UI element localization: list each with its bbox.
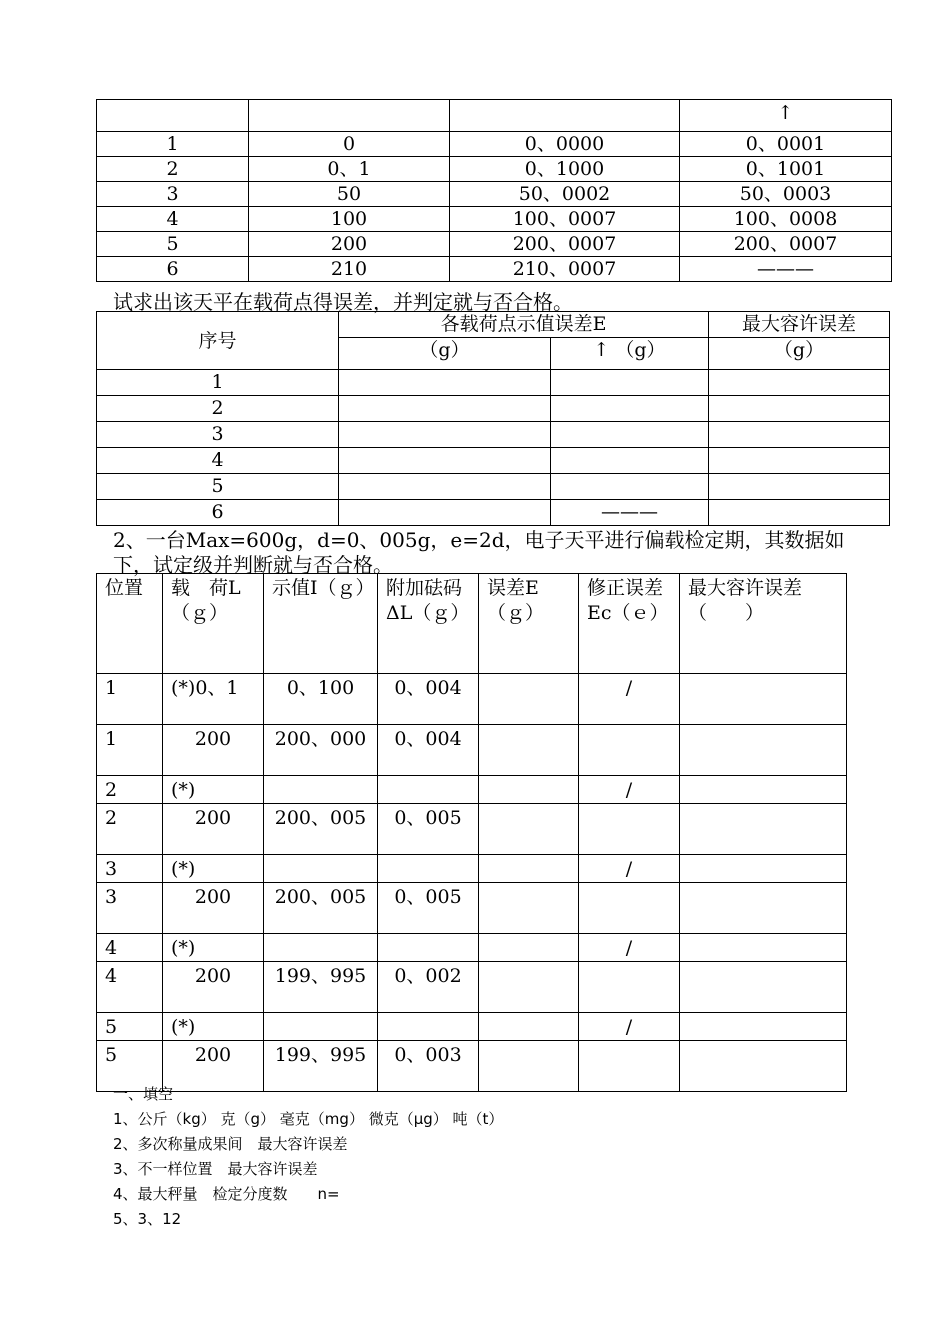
table-cell [680,804,847,855]
table-cell [479,962,579,1013]
table-header-cell: ↑ [680,100,892,132]
table-cell [709,396,890,422]
table-cell [479,934,579,962]
table-cell: 4 [97,962,163,1013]
table-cell: 0、005 [378,883,479,934]
table-cell [579,962,680,1013]
table-cell: 100、0008 [680,207,892,232]
table-row [97,883,847,934]
eccentric-load-table [96,573,847,1092]
table-cell: 200、0007 [450,232,680,257]
table-header-cell: 最大容许误差（ ） [680,574,847,674]
table-cell: 100、0007 [450,207,680,232]
table-cell: 5 [97,232,249,257]
indication-error-header: 各载荷点示值误差E [339,312,709,338]
table-cell [680,883,847,934]
table-cell [680,674,847,725]
table-cell: 200 [163,804,264,855]
table-cell: 50、0002 [450,182,680,207]
table-cell: 0、100 [264,674,378,725]
table-cell: 5 [97,1041,163,1092]
table-cell [479,1041,579,1092]
table-cell: 0、003 [378,1041,479,1092]
table-row [97,232,892,257]
table-cell: 200 [163,725,264,776]
table-row [97,725,847,776]
table-row [97,474,890,500]
table-cell: 0 [249,132,450,157]
table-cell: 200 [163,883,264,934]
table-row [97,422,890,448]
table-row [97,448,890,474]
table-cell [479,674,579,725]
table-cell: (*) [163,1013,264,1041]
table-header-row [97,312,890,338]
table-cell [709,422,890,448]
table-cell: 1 [97,132,249,157]
table-cell [339,500,551,526]
table-cell [579,1041,680,1092]
table-cell [680,776,847,804]
table-cell [551,474,709,500]
table-cell: (*) [163,855,264,883]
table-cell [579,725,680,776]
table-cell: / [579,855,680,883]
table-row [97,132,892,157]
table-row [97,776,847,804]
table-cell: 100 [249,207,450,232]
table-header-cell: 修正误差Ec（ｅ） [579,574,680,674]
table-cell: 2 [97,396,339,422]
table-cell [264,855,378,883]
table-row [97,855,847,883]
table-cell: 2 [97,157,249,182]
table-cell: 200、005 [264,883,378,934]
table-cell: 0、1 [249,157,450,182]
table-cell [680,855,847,883]
unit-cell: （g） [339,338,551,370]
table-header-cell: 附加砝码ΔL（ｇ） [378,574,479,674]
calibration-data-table [96,99,892,282]
table-row [97,500,890,526]
table-cell [680,1041,847,1092]
table-cell [709,370,890,396]
table-cell: 1 [97,370,339,396]
table-cell [709,448,890,474]
table-cell: 200、0007 [680,232,892,257]
unit-cell: ↑ （g） [551,338,709,370]
table-cell [551,396,709,422]
table-cell: 0、0000 [450,132,680,157]
table-cell: 5 [97,1013,163,1041]
table-cell [479,725,579,776]
table-cell [378,776,479,804]
table-cell [339,396,551,422]
table-cell: 199、995 [264,1041,378,1092]
table-cell: 210、0007 [450,257,680,282]
table-cell [479,804,579,855]
table-cell: 0、1001 [680,157,892,182]
table-cell: 0、004 [378,725,479,776]
table-cell [264,1013,378,1041]
table-cell: 0、1000 [450,157,680,182]
answer-line-3: 3、不一样位置 最大容许误差 [113,1160,318,1178]
index-header: 序号 [97,312,339,370]
table-header-cell [249,100,450,132]
table-cell: (*) [163,776,264,804]
table-header-row [97,100,892,132]
table-cell [579,883,680,934]
table-cell: 50、0003 [680,182,892,207]
table-cell: 210 [249,257,450,282]
table-cell: 4 [97,207,249,232]
table-header-cell: 位置 [97,574,163,674]
max-permissible-error-header: 最大容许误差 [709,312,890,338]
table-cell [339,422,551,448]
table-cell [551,448,709,474]
table-cell: / [579,776,680,804]
question-2-text-line1: 2、一台Max=600g，d=0、005g，e=2d，电子天平进行偏载检定期，其数据如 [113,528,845,552]
table-row [97,257,892,282]
table-cell [680,962,847,1013]
table-cell [339,474,551,500]
table-row [97,804,847,855]
table-cell: 200、000 [264,725,378,776]
table-cell: 0、002 [378,962,479,1013]
table-cell: 199、995 [264,962,378,1013]
table-row [97,1013,847,1041]
table-cell [479,1013,579,1041]
table-header-cell: 载 荷L（ｇ） [163,574,264,674]
table-cell [579,804,680,855]
table-header-cell: 示值I（ｇ） [264,574,378,674]
table-cell: 5 [97,474,339,500]
table-cell [709,500,890,526]
table-row [97,674,847,725]
table-cell: (*)0、1 [163,674,264,725]
table-cell: ——— [551,500,709,526]
answer-line-4: 4、最大秤量 检定分度数 n= [113,1185,340,1203]
table-cell: 6 [97,500,339,526]
table-cell [339,370,551,396]
answers-title: 一、填空 [113,1085,174,1103]
answer-line-1: 1、公斤（kg） 克（g） 毫克（mg） 微克（μg） 吨（t） [113,1110,504,1128]
table-cell [378,1013,479,1041]
table-cell [378,855,479,883]
table-cell [479,883,579,934]
question-1-text: 试求出该天平在载荷点得误差，并判定就与否合格。 [113,290,573,314]
table-cell [378,934,479,962]
table-cell: 1 [97,725,163,776]
table-cell: 2 [97,776,163,804]
table-header-row [97,574,847,674]
table-cell: 6 [97,257,249,282]
table-cell: 0、0001 [680,132,892,157]
table-cell: 3 [97,422,339,448]
table-cell: (*) [163,934,264,962]
table-cell: 0、004 [378,674,479,725]
table-header-cell [97,100,249,132]
table-cell [264,934,378,962]
table-cell: 2 [97,804,163,855]
table-cell: 50 [249,182,450,207]
table-cell [551,370,709,396]
table-cell [680,1013,847,1041]
table-row [97,207,892,232]
table-cell: ——— [680,257,892,282]
table-cell [680,934,847,962]
table-cell: 4 [97,934,163,962]
table-cell [709,474,890,500]
unit-cell: （g） [709,338,890,370]
table-row [97,962,847,1013]
question-2-text-line2: 下，试定级并判断就与否合格。 [113,553,393,577]
table-header-cell: 误差E（ｇ） [479,574,579,674]
table-row [97,182,892,207]
table-cell [264,776,378,804]
table-cell: / [579,674,680,725]
table-cell [551,422,709,448]
table-cell: 200、005 [264,804,378,855]
table-row [97,934,847,962]
table-row [97,157,892,182]
table-cell: 3 [97,182,249,207]
table-cell: 200 [163,1041,264,1092]
table-cell [339,448,551,474]
answer-line-5: 5、3、12 [113,1210,182,1228]
table-cell: 1 [97,674,163,725]
table-cell: / [579,934,680,962]
table-cell: 3 [97,855,163,883]
table-row [97,1041,847,1092]
table-cell: 200 [249,232,450,257]
table-cell: 200 [163,962,264,1013]
table-cell [680,725,847,776]
table-row [97,396,890,422]
table-row [97,370,890,396]
table-cell: 3 [97,883,163,934]
table-cell [479,776,579,804]
error-answer-table [96,311,890,526]
table-header-cell [450,100,680,132]
table-cell: 0、005 [378,804,479,855]
table-cell [479,855,579,883]
table-cell: / [579,1013,680,1041]
answer-line-2: 2、多次称量成果间 最大容许误差 [113,1135,348,1153]
table-cell: 4 [97,448,339,474]
